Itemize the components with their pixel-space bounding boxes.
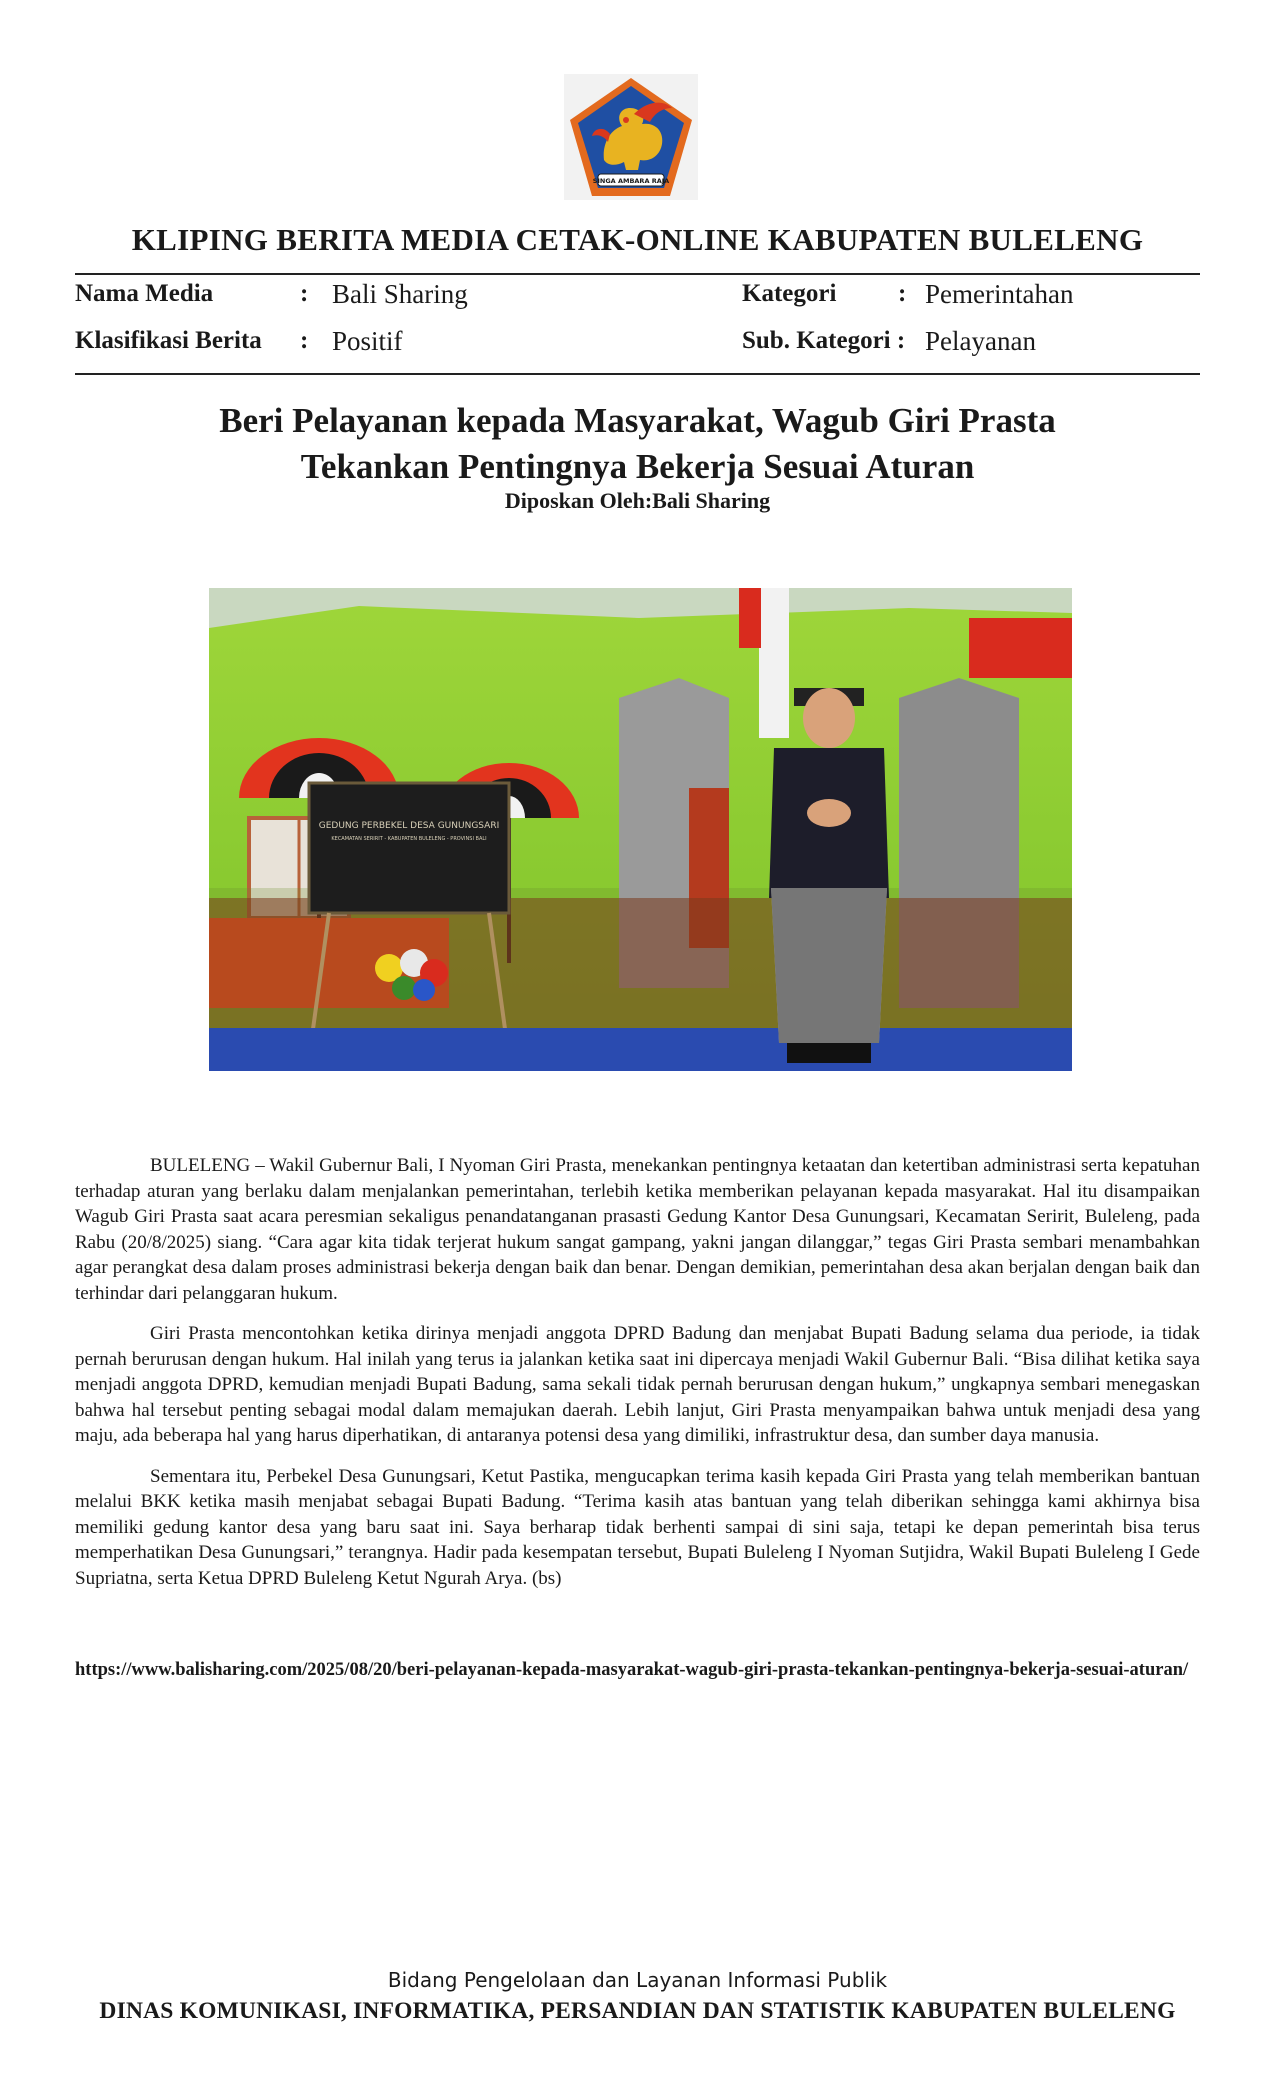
subkategori-label: Sub. Kategori :	[742, 327, 906, 354]
media-value: Bali Sharing	[332, 279, 468, 309]
footer-agency: DINAS KOMUNIKASI, INFORMATIKA, PERSANDIAN DAN STATISTIK KABUPATEN BULELENG	[99, 1998, 1176, 2024]
media-label: Nama Media	[75, 280, 214, 307]
meta-row-klasifikasi	[0, 327, 1275, 367]
svg-text:SINGA AMBARA RAJA: SINGA AMBARA RAJA	[592, 177, 670, 185]
footer-division: Bidang Pengelolaan dan Layanan Informasi Publik	[387, 1968, 888, 1992]
article-title	[75, 398, 1200, 490]
svg-text:GEDUNG PERBEKEL DESA GUNUNGSAR: GEDUNG PERBEKEL DESA GUNUNGSARI	[318, 821, 500, 831]
article-paragraph-1: BULELENG – Wakil Gubernur Bali, I Nyoman Giri Prasta, menekankan pentingnya ketaatan dan ketertiban administrasi serta kepatuhan terhadap aturan yang berlaku dalam menjalankan pemerintahan, terlebih ketika memberikan pelayanan kepada masyarakat. Hal itu disampaikan Wagub Giri Prasta saat acara peresmian sekaligus penandatanganan prasasti Gedung Kantor Desa Gunungsari, Kecamatan Seririt, Buleleng, pada Rabu (20/8/2025) siang. “Cara agar kita tidak terjerat hukum sangat gampang, yakni jangan dilanggar,” tegas Giri Prasta sembari menambahkan agar perangkat desa dalam proses administrasi bekerja dengan baik dan benar. Dengan demikian, pemerintahan desa akan berjalan dengan baik dan terhindar dari pelanggaran hukum.	[75, 1155, 1200, 1304]
article-paragraph-3: Sementara itu, Perbekel Desa Gunungsari, Ketut Pastika, mengucapkan terima kasih kepada Giri Prasta yang telah memberikan bantuan melalui BKK ketika masih menjabat sebagai Bupati Badung. “Terima kasih atas bantuan yang telah diberikan sehingga kami akhirnya bisa memiliki gedung kantor desa yang baru saat ini. Saya berharap tidak berhenti sampai di sini saja, tetapi ke depan pemerintah bisa terus memperhatikan Desa Gunungsari,” terangnya. Hadir pada kesempatan tersebut, Bupati Buleleng I Nyoman Sutjidra, Wakil Bupati Buleleng I Gede Supriatna, serta Ketua DPRD Buleleng Ketut Ngurah Arya. (bs)	[75, 1465, 1200, 1589]
svg-text:KECAMATAN SERIRIT - KABUPATEN: KECAMATAN SERIRIT - KABUPATEN BULELENG - PROVINSI BALI	[331, 836, 487, 842]
subkategori-value: Pelayanan	[925, 326, 1036, 356]
header-divider	[75, 273, 1200, 275]
klasifikasi-label: Klasifikasi Berita	[75, 327, 262, 354]
buleleng-crest-icon	[564, 74, 698, 200]
source-url-link[interactable]: https://www.balisharing.com/2025/08/20/beri-pelayanan-kepada-masyarakat-wagub-giri-prasta-tekankan-pentingnya-bekerja-sesuai-aturan/	[75, 1660, 1189, 1680]
kategori-value: Pemerintahan	[925, 279, 1074, 309]
clipping-header-title: KLIPING BERITA MEDIA CETAK-ONLINE KABUPATEN BULELENG	[131, 222, 1144, 257]
klasifikasi-value: Positif	[332, 326, 403, 356]
meta-divider	[75, 373, 1200, 375]
article-title-line-2: Tekankan Pentingnya Bekerja Sesuai Aturan	[300, 447, 975, 486]
meta-row-media	[0, 280, 1275, 320]
kategori-label: Kategori	[742, 280, 837, 307]
article-body	[75, 1153, 1200, 1606]
article-photo	[209, 588, 1072, 1071]
article-byline: Diposkan Oleh:Bali Sharing	[504, 488, 771, 513]
kategori-colon: :	[898, 280, 907, 307]
article-title-line-1: Beri Pelayanan kepada Masyarakat, Wagub Giri Prasta	[219, 401, 1056, 440]
article-paragraph-2: Giri Prasta mencontohkan ketika dirinya menjadi anggota DPRD Badung dan menjabat Bupati Badung selama dua periode, ia tidak pernah berurusan dengan hukum. Hal inilah yang terus ia jalankan ketika saat ini dipercaya menjadi Wakil Gubernur Bali. “Bisa dilihat ketika saya menjadi anggota DPRD, kemudian menjadi Bupati Badung, sama sekali tidak pernah berurusan dengan hukum,” ungkapnya sembari menegaskan bahwa hal tersebut penting sebagai modal dalam memajukan daerah. Lebih lanjut, Giri Prasta menyampaikan bahwa untuk menjadi desa yang maju, ada beberapa hal yang harus diperhatikan, di antaranya potensi desa yang dimiliki, infrastruktur desa, dan sumber daya manusia.	[75, 1323, 1200, 1446]
klasifikasi-colon: :	[300, 327, 309, 354]
media-colon: :	[300, 280, 309, 307]
